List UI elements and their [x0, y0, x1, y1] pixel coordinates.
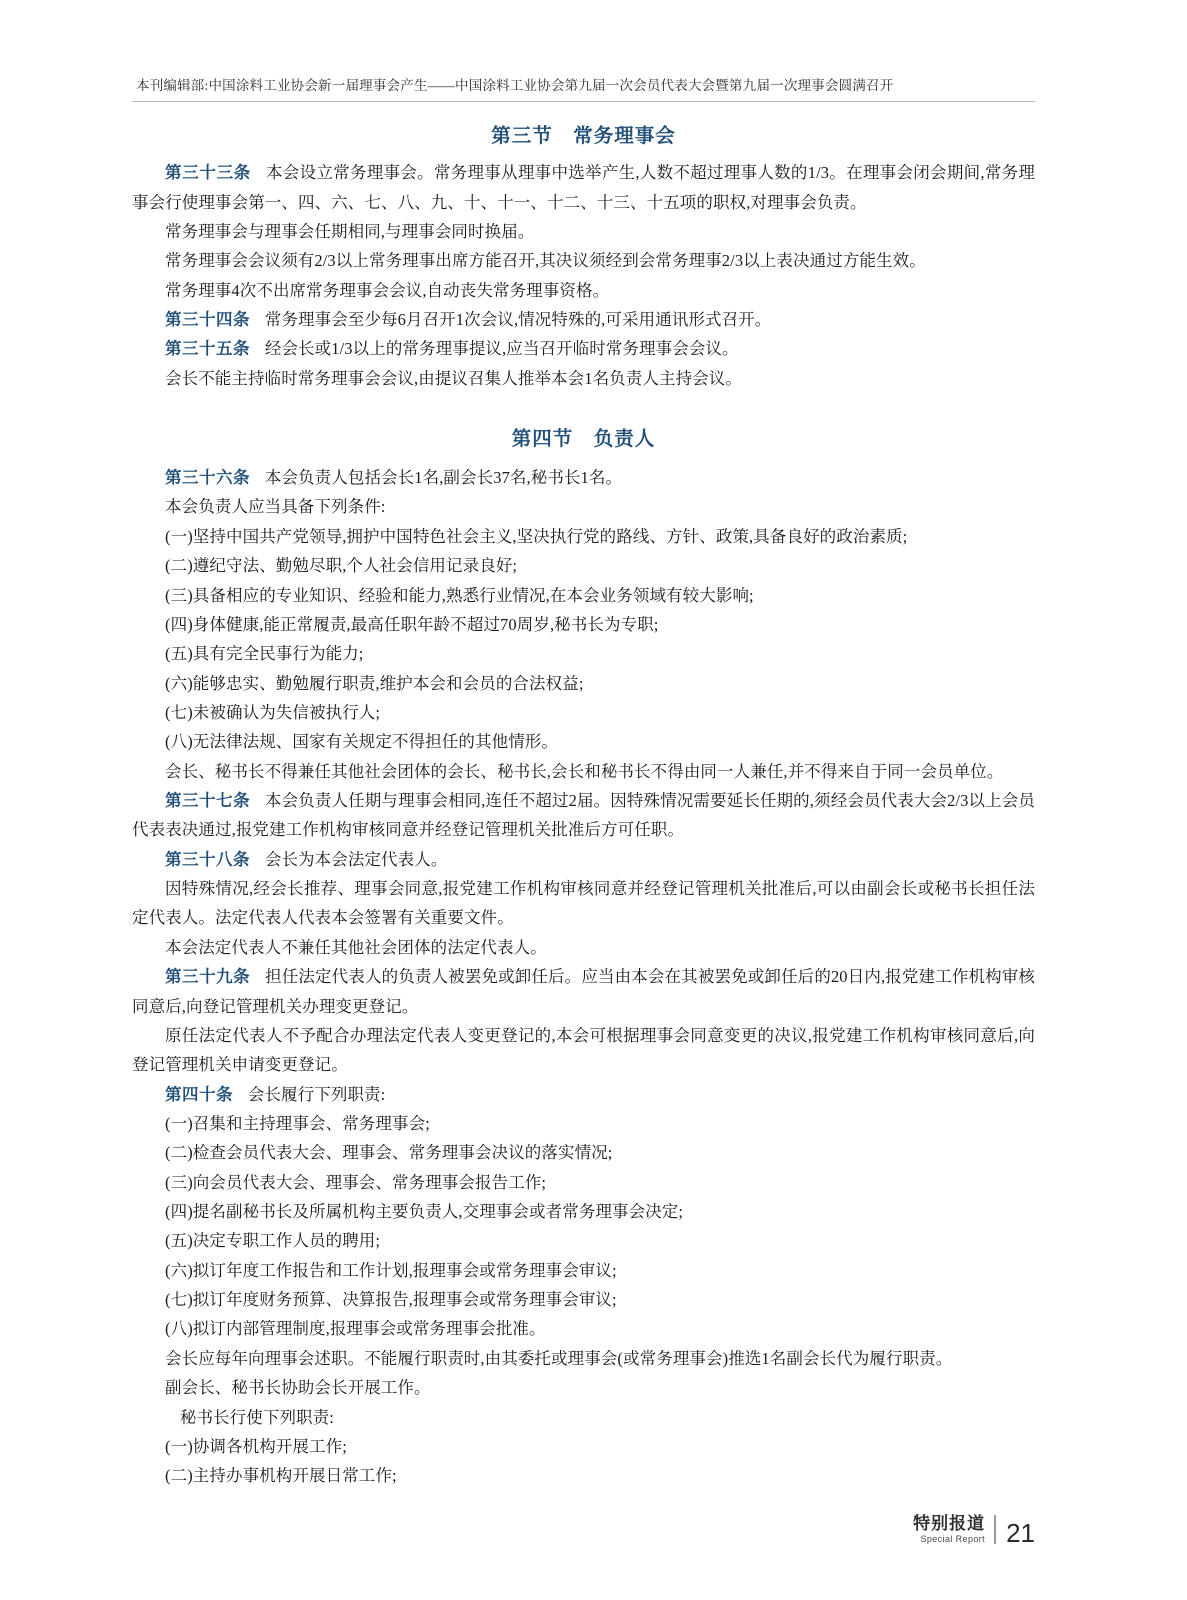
paragraph-text: 常务理事4次不出席常务理事会会议,自动丧失常务理事资格。 [165, 280, 610, 300]
paragraph [132, 1226, 1035, 1255]
section-fourth [132, 423, 1035, 1491]
paragraph-text: (四)提名副秘书长及所属机构主要负责人,交理事会或者常务理事会决定; [165, 1202, 684, 1222]
section-third [132, 120, 1035, 393]
paragraph-text: 副会长、秘书长协助会长开展工作。 [165, 1378, 431, 1398]
paragraph-text: (一)坚持中国共产党领导,拥护中国特色社会主义,坚决执行党的路线、方针、政策,具备良好的政治素质; [165, 526, 908, 546]
paragraph-text: (二)遵纪守法、勤勉尽职,个人社会信用记录良好; [165, 556, 518, 576]
footer-label-cn: 特别报道 [913, 1513, 986, 1533]
paragraph-text: 本会负责人应当具备下列条件: [165, 497, 386, 517]
paragraph [132, 1138, 1035, 1167]
paragraph [132, 1080, 1035, 1109]
article-number: 第三十四条 [165, 309, 250, 329]
paragraph-text: 会长、秘书长不得兼任其他社会团体的会长、秘书长,会长和秘书长不得由同一人兼任,并不得来自于同一会员单位。 [165, 761, 1004, 781]
running-head: 本刊编辑部:中国涂料工业协会新一届理事会产生——中国涂料工业协会第九届一次会员代表大会暨第九届一次理事会圆满召开 [136, 78, 894, 93]
paragraph-text: 秘书长行使下列职责: [179, 1407, 334, 1427]
article-number: 第三十七条 [165, 791, 251, 811]
paragraph [132, 1197, 1035, 1226]
paragraph-text: (六)拟订年度工作报告和工作计划,报理事会或常务理事会审议; [165, 1260, 617, 1280]
paragraph [132, 551, 1035, 580]
paragraph [132, 1344, 1035, 1373]
paragraph [132, 669, 1035, 698]
article-number: 第三十五条 [165, 339, 250, 359]
footer-label [913, 1515, 996, 1544]
article-number: 第三十六条 [165, 468, 250, 488]
paragraph-text: (五)具有完全民事行为能力; [165, 644, 364, 664]
paragraph [132, 217, 1035, 246]
paragraph [132, 1432, 1035, 1461]
paragraph [132, 305, 1035, 334]
paragraph [132, 1403, 1035, 1432]
article-number: 第四十条 [165, 1084, 233, 1104]
paragraph-text: 会长履行下列职责: [247, 1084, 386, 1104]
paragraph-text: 本会设立常务理事会。常务理事从理事中选举产生,人数不超过理事人数的1/3。在理事会闭会期间,常务理事会行使理事会第一、四、六、七、八、九、十、十一、十二、十三、十五项的职权,对理事会负责。 [132, 163, 1036, 212]
paragraph [132, 1256, 1035, 1285]
paragraph [132, 522, 1035, 551]
section-heading: 第三节 常务理事会 [491, 125, 676, 148]
paragraph [132, 1021, 1035, 1080]
paragraph-text: (三)具备相应的专业知识、经验和能力,熟悉行业情况,在本会业务领域有较大影响; [165, 585, 754, 605]
paragraph-text: (一)协调各机构开展工作; [165, 1436, 347, 1456]
paragraph-text: (五)决定专职工作人员的聘用; [165, 1231, 381, 1251]
paragraph-text: 原任法定代表人不予配合办理法定代表人变更登记的,本会可根据理事会同意变更的决议,报党建工作机构审核同意后,向登记管理机关申请变更登记。 [132, 1025, 1035, 1075]
paragraph [132, 276, 1035, 305]
paragraph [132, 158, 1035, 217]
paragraph-text: 本会负责人包括会长1名,副会长37名,秘书长1名。 [264, 468, 623, 488]
paragraph-text: 常务理事会与理事会任期相同,与理事会同时换届。 [165, 221, 535, 241]
paragraph [132, 727, 1035, 756]
article-number: 第三十三条 [165, 163, 251, 183]
paragraph-text: (七)拟订年度财务预算、决算报告,报理事会或常务理事会审议; [165, 1290, 617, 1310]
paragraph-text: 常务理事会会议须有2/3以上常务理事出席方能召开,其决议须经到会常务理事2/3以上表决通过方能生效。 [165, 251, 926, 271]
paragraph [132, 581, 1035, 610]
paragraph-text: 常务理事会至少每6月召开1次会议,情况特殊的,可采用通讯形式召开。 [264, 309, 772, 329]
header-divider [132, 101, 1035, 102]
section-heading: 第四节 负责人 [511, 428, 656, 451]
paragraph [132, 933, 1035, 962]
paragraph-text: (二)主持办事机构开展日常工作; [165, 1466, 397, 1486]
paragraph [132, 610, 1035, 639]
paragraph-text: (八)无法律法规、国家有关规定不得担任的其他情形。 [165, 732, 558, 752]
paragraph [132, 962, 1035, 1021]
article-number: 第三十九条 [165, 967, 251, 987]
paragraph [132, 463, 1035, 492]
paragraph-text: 会长为本会法定代表人。 [264, 849, 448, 869]
paragraph-text: (七)未被确认为失信被执行人; [165, 702, 381, 722]
paragraph-text: 本会法定代表人不兼任其他社会团体的法定代表人。 [165, 937, 547, 957]
paragraph-text: 因特殊情况,经会长推荐、理事会同意,报党建工作机构审核同意并经登记管理机关批准后,可以由副会长或秘书长担任法定代表人。法定代表人代表本会签署有关重要文件。 [132, 879, 1035, 928]
paragraph [132, 1373, 1035, 1402]
paragraph [132, 757, 1035, 786]
paragraph-text: 本会负责人任期与理事会相同,连任不超过2届。因特殊情况需要延长任期的,须经会员代表大会2/3以上会员代表表决通过,报党建工作机构审核同意并经登记管理机关批准后方可任职。 [132, 791, 1035, 840]
paragraph-text: (八)拟订内部管理制度,报理事会或常务理事会批准。 [165, 1319, 546, 1339]
paragraph [132, 492, 1035, 521]
paragraph [132, 1461, 1035, 1490]
paragraph-text: 经会长或1/3以上的常务理事提议,应当召开临时常务理事会会议。 [264, 339, 739, 359]
paragraph-text: 会长不能主持临时常务理事会会议,由提议召集人推举本会1名负责人主持会议。 [165, 368, 742, 388]
paragraph-text: 会长应每年向理事会述职。不能履行职责时,由其委托或理事会(或常务理事会)推选1名副会长代为履行职责。 [165, 1348, 953, 1368]
paragraph-text: (二)检查会员代表大会、理事会、常务理事会决议的落实情况; [165, 1143, 613, 1163]
paragraph-text: 担任法定代表人的负责人被罢免或卸任后。应当由本会在其被罢免或卸任后的20日内,报党建工作机构审核同意后,向登记管理机关办理变更登记。 [132, 967, 1035, 1016]
paragraph [132, 874, 1035, 933]
paragraph [132, 1168, 1035, 1197]
paragraph [132, 639, 1035, 668]
paragraph [132, 698, 1035, 727]
paragraph [132, 1285, 1035, 1314]
paragraph-text: (一)召集和主持理事会、常务理事会; [165, 1113, 430, 1133]
paragraph [132, 845, 1035, 874]
paragraph [132, 334, 1035, 363]
paragraph [132, 786, 1035, 845]
paragraph [132, 1109, 1035, 1138]
page-footer [913, 1513, 1035, 1548]
paragraph-text: (六)能够忠实、勤勉履行职责,维护本会和会员的合法权益; [165, 673, 584, 693]
paragraph [132, 1314, 1035, 1343]
paragraph-text: (四)身体健康,能正常履责,最高任职年龄不超过70周岁,秘书长为专职; [165, 614, 659, 634]
article-number: 第三十八条 [165, 849, 250, 869]
paragraph [132, 364, 1035, 393]
paragraph [132, 246, 1035, 275]
paragraph-text: (三)向会员代表大会、理事会、常务理事会报告工作; [165, 1172, 547, 1192]
page-number: 21 [1006, 1518, 1035, 1548]
footer-label-en: Special Report [920, 1533, 986, 1544]
